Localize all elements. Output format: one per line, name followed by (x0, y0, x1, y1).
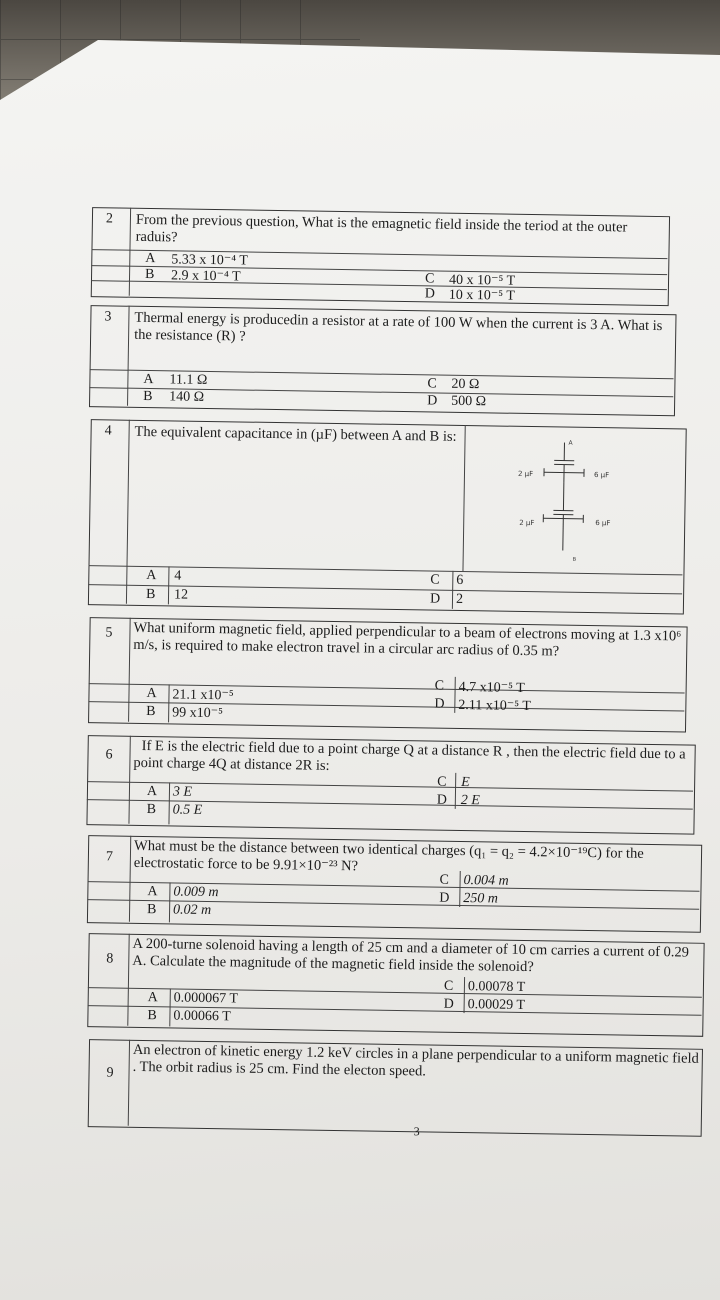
option-d[interactable]: 10 x 10⁻⁵ T (449, 287, 515, 305)
option-d[interactable]: 0.00029 T (468, 997, 526, 1014)
option-b[interactable]: 0.00066 T (173, 1008, 231, 1025)
option-letter-a: A (148, 990, 158, 1006)
option-d[interactable]: 500 Ω (451, 394, 486, 411)
option-c[interactable]: 20 Ω (451, 377, 479, 393)
question-number: 4 (104, 423, 111, 439)
capacitor-label: 6 µF (594, 471, 609, 479)
option-letter-c: C (425, 271, 435, 287)
option-d[interactable]: 2 E (461, 793, 480, 809)
option-b[interactable]: 12 (174, 587, 188, 603)
option-d[interactable]: 2 (456, 592, 463, 608)
option-c[interactable]: 4.7 x10⁻⁵ T (459, 679, 525, 697)
node-b-label: B (573, 557, 577, 563)
option-letter-d: D (434, 697, 444, 713)
question-number: 2 (106, 211, 113, 227)
question-text: If E is the electric field due to a point charge Q at a distance R , then the electric field due to a point charge 4Q at distance 2R is: (133, 738, 689, 781)
capacitor-circuit-diagram (501, 432, 643, 564)
option-a[interactable]: 4 (174, 568, 181, 584)
question-number: 5 (105, 625, 112, 641)
option-letter-a: A (145, 251, 155, 267)
page-number: 3 (414, 1124, 420, 1139)
option-letter-b: B (147, 902, 157, 918)
option-a[interactable]: 5.33 x 10⁻⁴ T (171, 251, 248, 269)
option-d[interactable]: 2.11 x10⁻⁵ T (458, 697, 531, 715)
option-letter-d: D (425, 286, 435, 302)
option-b[interactable]: 140 Ω (169, 389, 204, 406)
option-letter-d: D (430, 591, 440, 607)
option-d[interactable]: 250 m (463, 891, 498, 908)
option-letter-c: C (439, 873, 449, 889)
option-letter-b: B (146, 704, 156, 720)
option-letter-b: B (143, 389, 153, 405)
option-b[interactable]: 0.02 m (173, 902, 211, 919)
option-letter-a: A (147, 784, 157, 800)
question-number: 6 (105, 747, 112, 763)
question-text: What uniform magnetic field, applied perpendicular to a beam of electrons moving at 1.3 x10⁶ m/s, is required to make electron travel in a circular arc radius of 0.35 m? (133, 620, 683, 663)
option-c[interactable]: 0.004 m (463, 873, 508, 890)
option-c[interactable]: 40 x 10⁻⁵ T (449, 272, 515, 290)
option-a[interactable]: 3 E (173, 784, 192, 800)
question-number: 3 (104, 309, 111, 325)
option-letter-c: C (444, 979, 454, 995)
option-c[interactable]: 0.00078 T (468, 979, 526, 996)
option-letter-d: D (427, 393, 437, 409)
node-a-label: A (568, 440, 573, 447)
capacitor-label: 2 µF (519, 519, 534, 527)
option-letter-b: B (147, 802, 157, 818)
option-letter-c: C (430, 572, 440, 588)
option-letter-a: A (146, 686, 156, 702)
option-letter-a: A (146, 568, 156, 584)
question-text: From the previous question, What is the emagnetic field inside the teriod at the outer raduis? (136, 212, 666, 254)
option-letter-c: C (435, 679, 445, 695)
option-letter-b: B (145, 267, 155, 283)
option-b[interactable]: 99 x10⁻⁵ (172, 704, 223, 722)
option-letter-b: B (146, 587, 156, 603)
option-letter-d: D (437, 793, 447, 809)
option-a[interactable]: 0.009 m (173, 884, 218, 901)
option-letter-a: A (147, 884, 157, 900)
question-text: Thermal energy is producedin a resistor at a rate of 100 W when the current is 3 A. What is the resistance (R) ? (134, 310, 672, 352)
question-text: What must be the distance between two identical charges (q₁ = q₂ = 4.2×10⁻¹⁹C) for the electrostatic force to be 9.91×10⁻²³ N? (134, 838, 698, 881)
question-number: 7 (106, 849, 113, 865)
question-number: 9 (106, 1065, 113, 1081)
option-letter-b: B (147, 1008, 157, 1024)
option-letter-c: C (427, 376, 437, 392)
option-a[interactable]: 21.1 x10⁻⁵ (172, 686, 234, 704)
question-text: An electron of kinetic energy 1.2 keV circles in a plane perpendicular to a uniform magnetic field . The orbit radius is 25 cm. Find the electon speed. (132, 1042, 698, 1085)
capacitor-label: 2 µF (518, 470, 533, 478)
option-letter-a: A (143, 372, 153, 388)
option-c[interactable]: E (461, 775, 470, 791)
option-b[interactable]: 2.9 x 10⁻⁴ T (171, 267, 241, 285)
option-a[interactable]: 0.000067 T (174, 990, 239, 1007)
question-text: A 200-turne solenoid having a length of 25 cm and a diameter of 10 cm carries a current of 0.29 A. Calculate the magnitude of the magnetic field inside the solenoid? (132, 936, 700, 979)
option-letter-c: C (437, 775, 447, 791)
option-a[interactable]: 11.1 Ω (169, 372, 207, 389)
option-b[interactable]: 0.5 E (173, 802, 203, 818)
option-letter-d: D (439, 891, 449, 907)
question-number: 8 (106, 951, 113, 967)
question-text: The equivalent capacitance in (µF) between A and B is: (134, 424, 464, 446)
option-c[interactable]: 6 (456, 573, 463, 589)
option-letter-d: D (444, 997, 454, 1013)
capacitor-label: 6 µF (595, 519, 610, 527)
